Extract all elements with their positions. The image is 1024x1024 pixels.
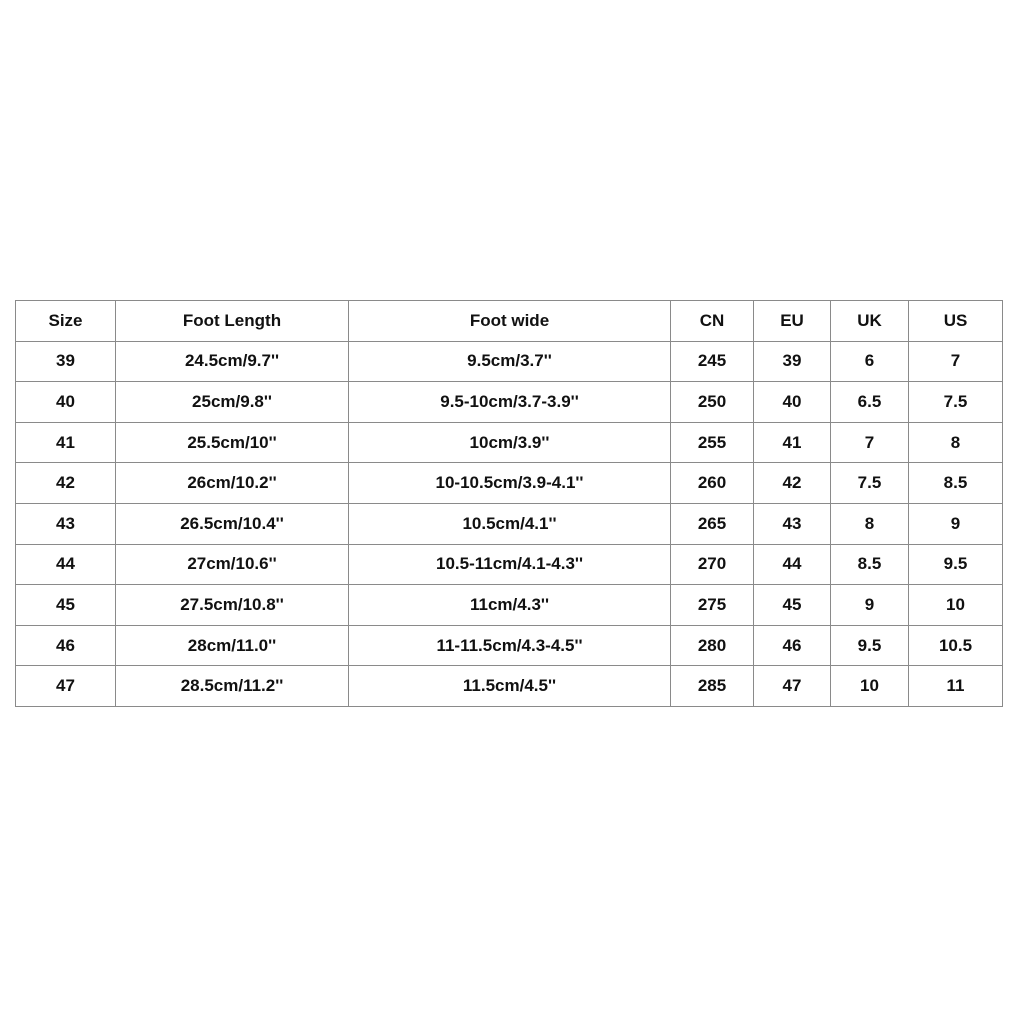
cell-size: 44 bbox=[16, 544, 116, 585]
table-row bbox=[16, 625, 1003, 666]
table-row bbox=[16, 666, 1003, 707]
cell-foot-wide: 10-10.5cm/3.9-4.1'' bbox=[349, 463, 671, 504]
cell-us: 8.5 bbox=[909, 463, 1003, 504]
cell-eu: 45 bbox=[754, 585, 831, 626]
cell-us: 11 bbox=[909, 666, 1003, 707]
header-uk: UK bbox=[831, 301, 909, 342]
cell-cn: 245 bbox=[671, 341, 754, 382]
cell-size: 40 bbox=[16, 382, 116, 423]
cell-foot-length: 26.5cm/10.4'' bbox=[116, 503, 349, 544]
table-row bbox=[16, 503, 1003, 544]
cell-uk: 6.5 bbox=[831, 382, 909, 423]
cell-us: 9 bbox=[909, 503, 1003, 544]
cell-uk: 10 bbox=[831, 666, 909, 707]
cell-cn: 250 bbox=[671, 382, 754, 423]
cell-us: 7.5 bbox=[909, 382, 1003, 423]
cell-foot-length: 28.5cm/11.2'' bbox=[116, 666, 349, 707]
table-row bbox=[16, 341, 1003, 382]
cell-uk: 7 bbox=[831, 422, 909, 463]
cell-us: 8 bbox=[909, 422, 1003, 463]
cell-foot-length: 28cm/11.0'' bbox=[116, 625, 349, 666]
cell-us: 9.5 bbox=[909, 544, 1003, 585]
cell-eu: 40 bbox=[754, 382, 831, 423]
cell-us: 7 bbox=[909, 341, 1003, 382]
cell-foot-length: 25cm/9.8'' bbox=[116, 382, 349, 423]
cell-foot-wide: 9.5-10cm/3.7-3.9'' bbox=[349, 382, 671, 423]
cell-cn: 260 bbox=[671, 463, 754, 504]
table-row bbox=[16, 544, 1003, 585]
cell-uk: 8.5 bbox=[831, 544, 909, 585]
table-row bbox=[16, 463, 1003, 504]
table-row bbox=[16, 585, 1003, 626]
header-size: Size bbox=[16, 301, 116, 342]
cell-foot-length: 24.5cm/9.7'' bbox=[116, 341, 349, 382]
cell-uk: 6 bbox=[831, 341, 909, 382]
cell-cn: 255 bbox=[671, 422, 754, 463]
cell-uk: 9.5 bbox=[831, 625, 909, 666]
table-row bbox=[16, 422, 1003, 463]
header-foot-length: Foot Length bbox=[116, 301, 349, 342]
cell-eu: 44 bbox=[754, 544, 831, 585]
header-cn: CN bbox=[671, 301, 754, 342]
cell-size: 43 bbox=[16, 503, 116, 544]
cell-foot-length: 27cm/10.6'' bbox=[116, 544, 349, 585]
cell-cn: 285 bbox=[671, 666, 754, 707]
table-header-row bbox=[16, 301, 1003, 342]
cell-foot-wide: 11-11.5cm/4.3-4.5'' bbox=[349, 625, 671, 666]
cell-eu: 46 bbox=[754, 625, 831, 666]
cell-eu: 47 bbox=[754, 666, 831, 707]
cell-size: 46 bbox=[16, 625, 116, 666]
cell-cn: 265 bbox=[671, 503, 754, 544]
cell-foot-length: 25.5cm/10'' bbox=[116, 422, 349, 463]
cell-cn: 275 bbox=[671, 585, 754, 626]
cell-size: 41 bbox=[16, 422, 116, 463]
cell-eu: 43 bbox=[754, 503, 831, 544]
cell-foot-wide: 10.5-11cm/4.1-4.3'' bbox=[349, 544, 671, 585]
cell-foot-length: 26cm/10.2'' bbox=[116, 463, 349, 504]
header-foot-wide: Foot wide bbox=[349, 301, 671, 342]
cell-eu: 42 bbox=[754, 463, 831, 504]
cell-foot-length: 27.5cm/10.8'' bbox=[116, 585, 349, 626]
cell-foot-wide: 10cm/3.9'' bbox=[349, 422, 671, 463]
cell-cn: 270 bbox=[671, 544, 754, 585]
cell-us: 10 bbox=[909, 585, 1003, 626]
header-us: US bbox=[909, 301, 1003, 342]
cell-us: 10.5 bbox=[909, 625, 1003, 666]
header-eu: EU bbox=[754, 301, 831, 342]
table-row bbox=[16, 382, 1003, 423]
cell-foot-wide: 11.5cm/4.5'' bbox=[349, 666, 671, 707]
cell-uk: 8 bbox=[831, 503, 909, 544]
cell-foot-wide: 9.5cm/3.7'' bbox=[349, 341, 671, 382]
cell-uk: 7.5 bbox=[831, 463, 909, 504]
cell-cn: 280 bbox=[671, 625, 754, 666]
cell-size: 47 bbox=[16, 666, 116, 707]
cell-foot-wide: 10.5cm/4.1'' bbox=[349, 503, 671, 544]
cell-size: 42 bbox=[16, 463, 116, 504]
cell-size: 39 bbox=[16, 341, 116, 382]
cell-eu: 39 bbox=[754, 341, 831, 382]
cell-uk: 9 bbox=[831, 585, 909, 626]
size-chart-table bbox=[15, 300, 1003, 707]
cell-foot-wide: 11cm/4.3'' bbox=[349, 585, 671, 626]
cell-eu: 41 bbox=[754, 422, 831, 463]
cell-size: 45 bbox=[16, 585, 116, 626]
